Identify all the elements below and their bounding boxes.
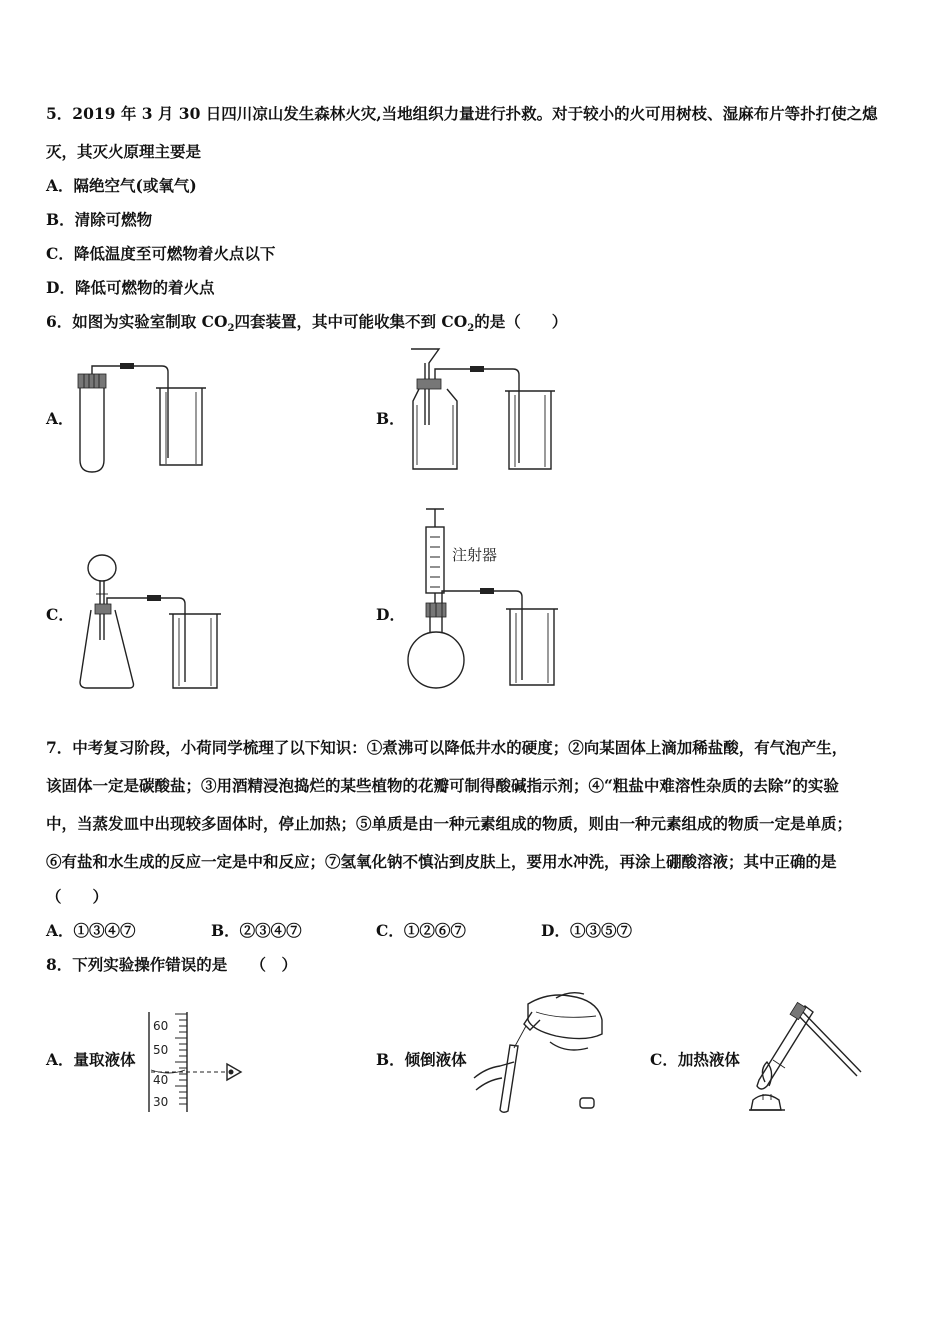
apparatus-c-diagram [75,550,225,695]
graduated-cylinder-diagram [145,1012,255,1117]
cylinder-tick-40: 40 [153,1073,169,1087]
q5-stem-line1: 5．2019 年 3 月 30 日四川凉山发生森林火灾,当地组织力量进行扑救。对于较小的火可用树枝、湿麻布片等扑打使之熄 [46,104,878,123]
q7-option-b: B．②③④⑦ [211,921,302,940]
apparatus-b-diagram [405,345,565,475]
q6-label-b: B． [376,409,405,428]
syringe-label: 注射器 [452,546,498,564]
q5-option-a: A．隔绝空气(或氧气) [46,176,197,195]
q8-option-b: B．倾倒液体 [376,1050,467,1069]
heating-liquid-diagram [745,1000,865,1118]
cylinder-tick-50: 50 [153,1043,169,1057]
q7-stem-line3: 中，当蒸发皿中出现较多固体时，停止加热；⑤单质是由一种元素组成的物质，则由一种元素组成的物质一定是单质； [46,814,853,833]
q5-option-d: D．降低可燃物的着火点 [46,278,215,297]
q6-label-a: A． [46,409,74,428]
pouring-liquid-diagram [470,990,615,1115]
q6-label-d: D． [376,605,405,624]
q6-stem: 6．如图为实验室制取 $CO_2$四套装置，其中可能收集不到 $CO_2$的是（ ） [46,312,568,335]
q5-option-b: B．清除可燃物 [46,210,153,229]
q7-option-a: A．①③④⑦ [46,921,136,940]
eye-icon [229,1070,234,1075]
q5-option-c: C．降低温度至可燃物着火点以下 [46,244,276,263]
q8-option-c: C．加热液体 [650,1050,740,1069]
apparatus-d-diagram [410,505,570,700]
apparatus-a-diagram [70,360,210,475]
q7-stem-line1: 7．中考复习阶段，小荷同学梳理了以下知识：①煮沸可以降低井水的硬度；②向某固体上滴加稀盐酸，有气泡产生， [46,738,848,757]
cylinder-tick-60: 60 [153,1019,169,1033]
cylinder-tick-30: 30 [153,1095,169,1109]
q8-option-a: A．量取液体 [46,1050,136,1069]
q6-label-c: C． [46,605,74,624]
q7-option-c: C．①②⑥⑦ [376,921,466,940]
q8-stem: 8．下列实验操作错误的是 （ ） [46,955,298,974]
q5-stem-line2: 灭，其灭火原理主要是 [46,142,202,161]
q7-stem-line2: 该固体一定是碳酸盐；③用酒精浸泡捣烂的某些植物的花瓣可制得酸碱指示剂；④“粗盐中难溶性杂质的去除”的实验 [46,776,839,795]
q7-option-d: D．①③⑤⑦ [541,921,632,940]
q7-stem-line5: （ ） [46,887,109,906]
q7-stem-line4: ⑥有盐和水生成的反应一定是中和反应；⑦氢氧化钠不慎沾到皮肤上，要用水冲洗，再涂上硼酸溶液；其中正确的是 [46,852,837,871]
